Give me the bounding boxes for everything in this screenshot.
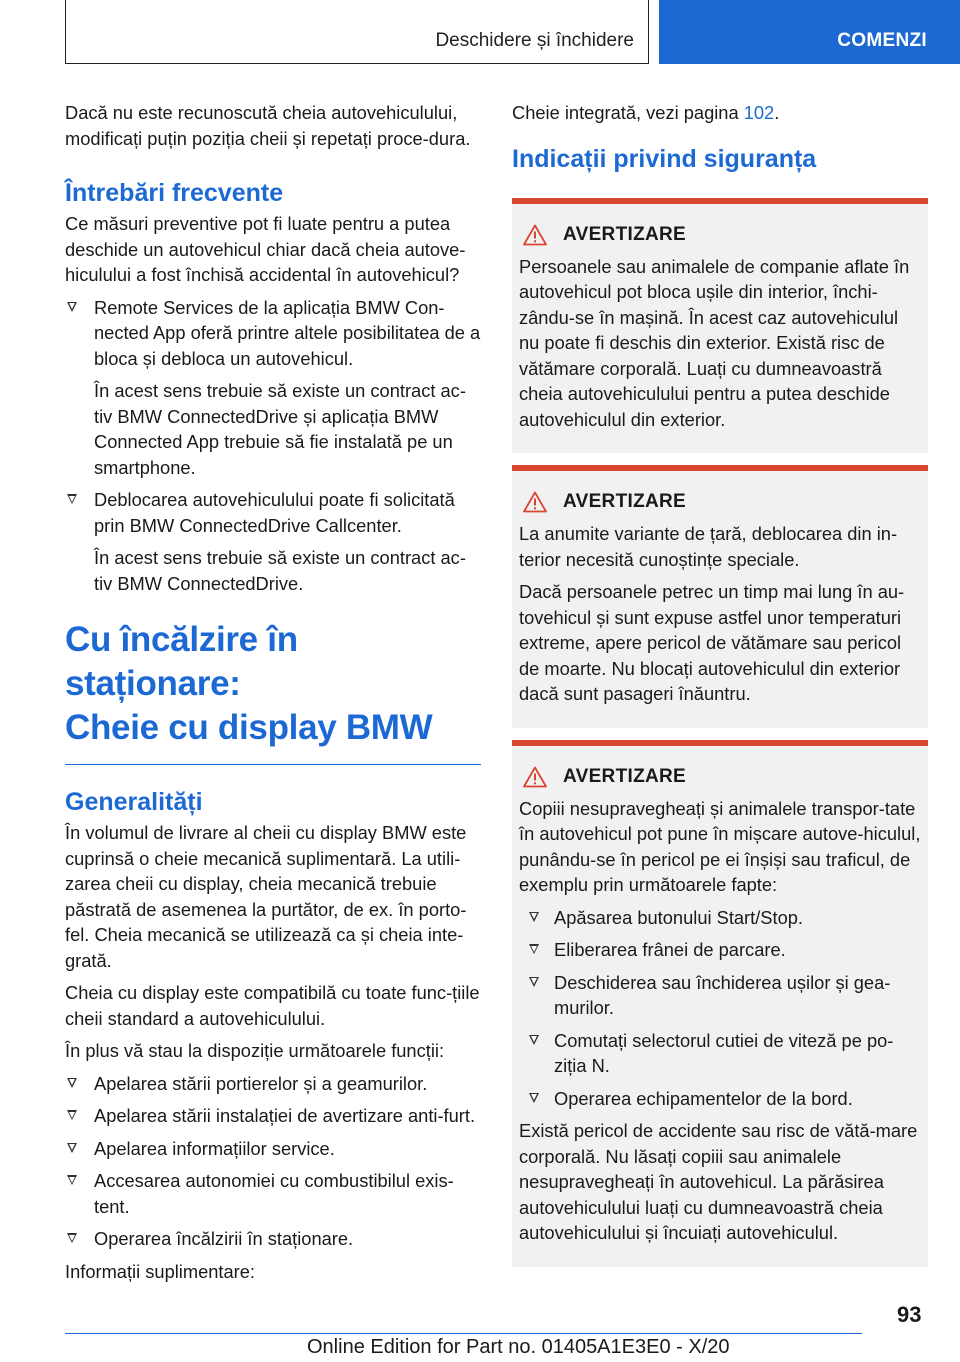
reference-text: Cheie integrată, vezi pagina (512, 102, 744, 123)
faq-answer-2: Deblocarea autovehiculului poate fi solicitată prin BMW ConnectedDrive Callcenter. (94, 489, 455, 536)
triangle-bullet-icon (529, 944, 539, 954)
header-chapter-label: COMENZI (837, 30, 927, 51)
action-item: Operarea echipamentelor de la bord. (554, 1087, 853, 1109)
reference-paragraph (512, 100, 928, 126)
header-section-box (65, 0, 649, 64)
list-item (519, 905, 921, 931)
header-section-title: Deschidere și închidere (435, 30, 634, 51)
chapter-heading (65, 618, 481, 750)
function-item: Apelarea stării portierelor și a geamurilor. (94, 1072, 428, 1094)
header-chapter-tab[interactable] (659, 0, 960, 64)
additional-info-label: Informații suplimentare: (65, 1260, 255, 1282)
triangle-bullet-icon (67, 1175, 77, 1185)
triangle-bullet-icon (529, 1093, 539, 1103)
faq-heading: Întrebări frecvente (65, 179, 284, 207)
warning-text: Dacă persoanele petrec un timp mai lung în au-tovehicul și sunt expuse astfel unor temperaturi extreme, apere pericol de vătămare sau pericol de moarte. Nu blocați autovehiculul din exterior dacă sunt pasageri înăuntru. (519, 581, 905, 704)
warning-header (519, 222, 921, 248)
function-item: Accesarea autonomiei cu combustibilul exis-tent. (94, 1170, 454, 1217)
triangle-bullet-icon (67, 1143, 77, 1153)
warning-text: Persoanele sau animalele de companie aflate în autovehicul pot bloca ușile din interior, închi-zându-se în mașină. În acest caz autovehiculul nu poate fi deschis din exterior. Există risc de vătămare corporală. Luați cu dumneavoastră cheia autovehiculului pentru a putea deschide autovehiculul din exterior. (519, 255, 910, 430)
footer-divider (65, 1333, 862, 1334)
function-item: Operarea încălzirii în staționare. (94, 1228, 354, 1249)
triangle-bullet-icon (67, 1110, 77, 1120)
list-item (519, 1028, 921, 1079)
triangle-bullet-icon (529, 912, 539, 922)
list-item (65, 1071, 481, 1097)
warning-triangle-icon (523, 766, 547, 788)
action-item: Eliberarea frânei de parcare. (554, 939, 786, 960)
general-paragraph-2: Cheia cu display este compatibilă cu toate func-țiile cheii standard a autovehiculului. (65, 982, 480, 1029)
action-item: Deschiderea sau închiderea ușilor și gea-murilor. (554, 971, 891, 1018)
function-item: Apelarea informațiilor service. (94, 1137, 335, 1159)
faq-question: Ce măsuri preventive pot fi luate pentru a putea deschide un autovehicul chiar dacă cheia autove-hiculului a fost închisă accidental în autovehicul? (65, 213, 466, 285)
functions-list (65, 1071, 481, 1252)
function-item: Apelarea stării instalației de avertizare anti-furt. (94, 1105, 476, 1126)
right-column (512, 100, 928, 1279)
warning-header (519, 489, 921, 515)
intro-paragraph: Dacă nu este recunoscută cheia autovehiculului, modificați puțin poziția cheii și repetați proce-dura. (65, 102, 471, 149)
chapter-heading-line-1: Cu încălzire în staționare: (65, 620, 298, 703)
triangle-bullet-icon (529, 1035, 539, 1045)
triangle-bullet-icon (67, 1233, 77, 1243)
list-item (65, 1226, 481, 1252)
list-item (65, 1103, 481, 1129)
warning-header (519, 764, 921, 790)
general-heading: Generalități (65, 788, 203, 816)
triangle-bullet-icon (529, 977, 539, 987)
warning-title: AVERTIZARE (563, 765, 686, 787)
warning-triangle-icon (523, 491, 547, 513)
warning-box-1 (512, 198, 928, 454)
list-item (519, 937, 921, 963)
action-item: Apăsarea butonului Start/Stop. (554, 906, 803, 928)
triangle-bullet-icon (67, 302, 77, 312)
list-item (65, 487, 481, 596)
warning-text: La anumite variante de țară, deblocarea din in-terior necesită cunoștințe speciale. (519, 523, 898, 570)
triangle-bullet-icon (67, 1078, 77, 1088)
faq-answer-2-detail: În acest sens trebuie să existe un contract ac-tiv BMW ConnectedDrive. (94, 547, 466, 594)
list-item (519, 1086, 921, 1112)
warning-title: AVERTIZARE (563, 223, 686, 245)
action-item: Comutați selectorul cutiei de viteză pe po-ziția N. (554, 1029, 894, 1076)
warning-title: AVERTIZARE (563, 491, 686, 512)
warning-box-2 (512, 465, 928, 728)
faq-answer-1: Remote Services de la aplicația BMW Con-nected App oferă printre altele posibilitatea de a bloca și debloca un autovehicul. (94, 296, 481, 369)
general-paragraph-3: În plus vă stau la dispoziție următoarele funcții: (65, 1040, 445, 1061)
chapter-divider (65, 764, 481, 765)
reference-end: . (774, 102, 780, 123)
triangle-bullet-icon (67, 494, 77, 504)
chapter-heading-line-2: Cheie cu display BMW (65, 708, 433, 747)
safety-heading: Indicații privind siguranța (512, 144, 817, 173)
warning-text: Copiii nesupravegheați și animalele transpor-tate în autovehicul pot pune în mișcare autove-hiculul, punându-se în pericol pe ei înșiși sau traficul, de exemplu prin următoarele fapte: (519, 797, 921, 895)
list-item (65, 1136, 481, 1162)
warning-triangle-icon (523, 224, 547, 246)
warning-actions-list (519, 905, 921, 1112)
footer-edition: Online Edition for Part no. 01405A1E3E0 - X/20 (307, 1336, 730, 1358)
list-item (519, 970, 921, 1021)
page-number: 93 (897, 1302, 922, 1327)
left-column (65, 100, 481, 1291)
warning-box-3 (512, 740, 928, 1267)
warning-text: Există pericol de accidente sau risc de vătă-mare corporală. Nu lăsați copiii sau animalele nesupravegheați în autovehicul. La părăsirea autovehiculului luați cu dumneavoastră cheia autovehiculului și încuiați autovehiculul. (519, 1120, 918, 1243)
list-item (65, 295, 481, 481)
faq-answer-1-detail: În acest sens trebuie să existe un contract ac-tiv BMW ConnectedDrive și aplicația BMW Connected App trebuie să fie instalată pe un smartphone. (94, 380, 466, 478)
general-paragraph-1: În volumul de livrare al cheii cu display BMW este cuprinsă o cheie mecanică suplimentară. La utili-zarea cheii cu display, cheia mecanică trebuie păstrată de asemenea la purtător, de ex. în porto-fel. Cheia mecanică se utilizează ca și cheia inte-grată. (65, 822, 467, 971)
faq-list (65, 295, 481, 597)
list-item (65, 1168, 481, 1219)
page-link[interactable]: 102 (743, 102, 775, 123)
